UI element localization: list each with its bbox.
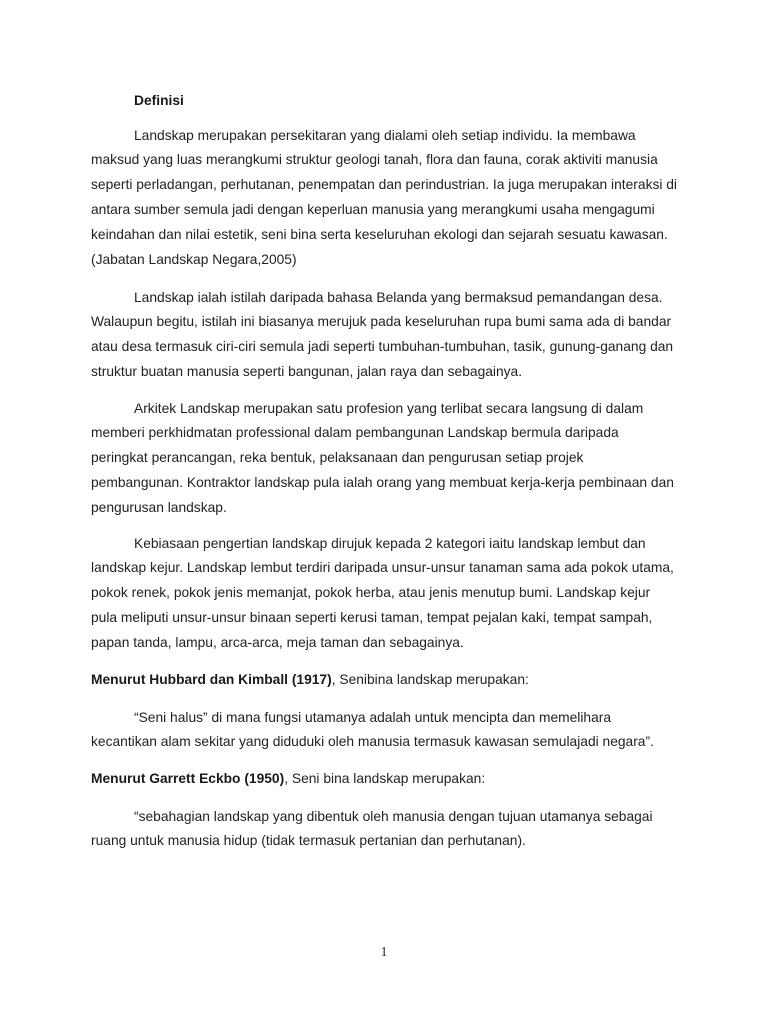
citation-hubbard <box>91 668 529 693</box>
paragraph-line: seperti perladangan, perhutanan, penempatan dan perindustrian. Ia juga merupakan interaksi di <box>91 177 677 193</box>
paragraph-line: pula meliputi unsur-unsur binaan seperti kerusi taman, tempat pejalan kaki, tempat sampah, <box>91 609 653 625</box>
paragraph-line: papan tanda, lampu, arca-arca, meja taman dan sebagainya. <box>91 634 464 650</box>
paragraph-line: Landskap ialah istilah daripada bahasa Belanda yang bermaksud pemandangan desa. <box>134 289 663 305</box>
citation-line <box>91 767 485 792</box>
citation-text: , Senibina landskap merupakan: <box>331 671 529 687</box>
paragraph-line: pokok renek, pokok jenis memanjat, pokok herba, atau jenis menutup bumi. Landskap kejur <box>91 585 651 601</box>
paragraph-line: struktur buatan manusia seperti bangunan, jalan raya dan sebagainya. <box>91 363 523 379</box>
citation-text: , Seni bina landskap merupakan: <box>284 770 486 786</box>
citation-line <box>91 668 529 693</box>
section-heading-block <box>91 89 184 114</box>
quote-eckbo <box>91 805 653 855</box>
page-number: 1 <box>380 943 388 959</box>
paragraph-line: (Jabatan Landskap Negara,2005) <box>91 251 297 267</box>
citation-author: Menurut Garrett Eckbo (1950) <box>91 770 285 786</box>
paragraph-line: memberi perkhidmatan professional dalam pembangunan Landskap bermula daripada <box>91 425 619 441</box>
paragraph-definition <box>91 124 677 273</box>
paragraph-line: antara sumber semula jadi dengan keperluan manusia yang merangkumi usaha mengagumi <box>91 201 655 217</box>
quote-line: ruang untuk manusia hidup (tidak termasuk pertanian dan perhutanan). <box>91 833 526 849</box>
paragraph-architect <box>91 397 674 521</box>
paragraph-line: maksud yang luas merangkumi struktur geologi tanah, flora dan fauna, corak aktiviti manusia <box>91 152 658 168</box>
paragraph-line: landskap kejur. Landskap lembut terdiri daripada unsur-unsur tanaman sama ada pokok utama, <box>91 560 674 576</box>
paragraph-line: keindahan dan nilai estetik, seni bina serta keseluruhan ekologi dan sejarah sesuatu kawasan. <box>91 226 668 242</box>
quote-line: “Seni halus” di mana fungsi utamanya adalah untuk mencipta dan memelihara <box>134 709 612 725</box>
paragraph-categories <box>91 532 674 656</box>
quote-line: “sebahagian landskap yang dibentuk oleh manusia dengan tujuan utamanya sebagai <box>134 808 653 824</box>
paragraph-line: atau desa termasuk ciri-ciri semula jadi seperti tumbuhan-tumbuhan, tasik, gunung-ganang dan <box>91 339 674 355</box>
citation-author: Menurut Hubbard dan Kimball (1917) <box>91 671 332 687</box>
paragraph-line: Landskap merupakan persekitaran yang dialami oleh setiap individu. Ia membawa <box>134 127 636 143</box>
citation-eckbo <box>91 767 485 792</box>
paragraph-line: peringkat perancangan, reka bentuk, pelaksanaan dan pengurusan setiap projek <box>91 450 584 466</box>
section-heading: Definisi <box>134 92 184 108</box>
quote-line: kecantikan alam sekitar yang diduduki oleh manusia termasuk kawasan semulajadi negara”. <box>91 734 654 750</box>
quote-hubbard <box>91 706 654 756</box>
paragraph-etymology <box>91 286 673 385</box>
paragraph-line: Walaupun begitu, istilah ini biasanya merujuk pada keseluruhan rupa bumi sama ada di bandar <box>91 314 672 330</box>
paragraph-line: pengurusan landskap. <box>91 499 227 515</box>
paragraph-line: Arkitek Landskap merupakan satu profesion yang terlibat secara langsung di dalam <box>134 400 644 416</box>
paragraph-line: Kebiasaan pengertian landskap dirujuk kepada 2 kategori iaitu landskap lembut dan <box>134 535 646 551</box>
paragraph-line: pembangunan. Kontraktor landskap pula ialah orang yang membuat kerja-kerja pembinaan dan <box>91 474 674 490</box>
